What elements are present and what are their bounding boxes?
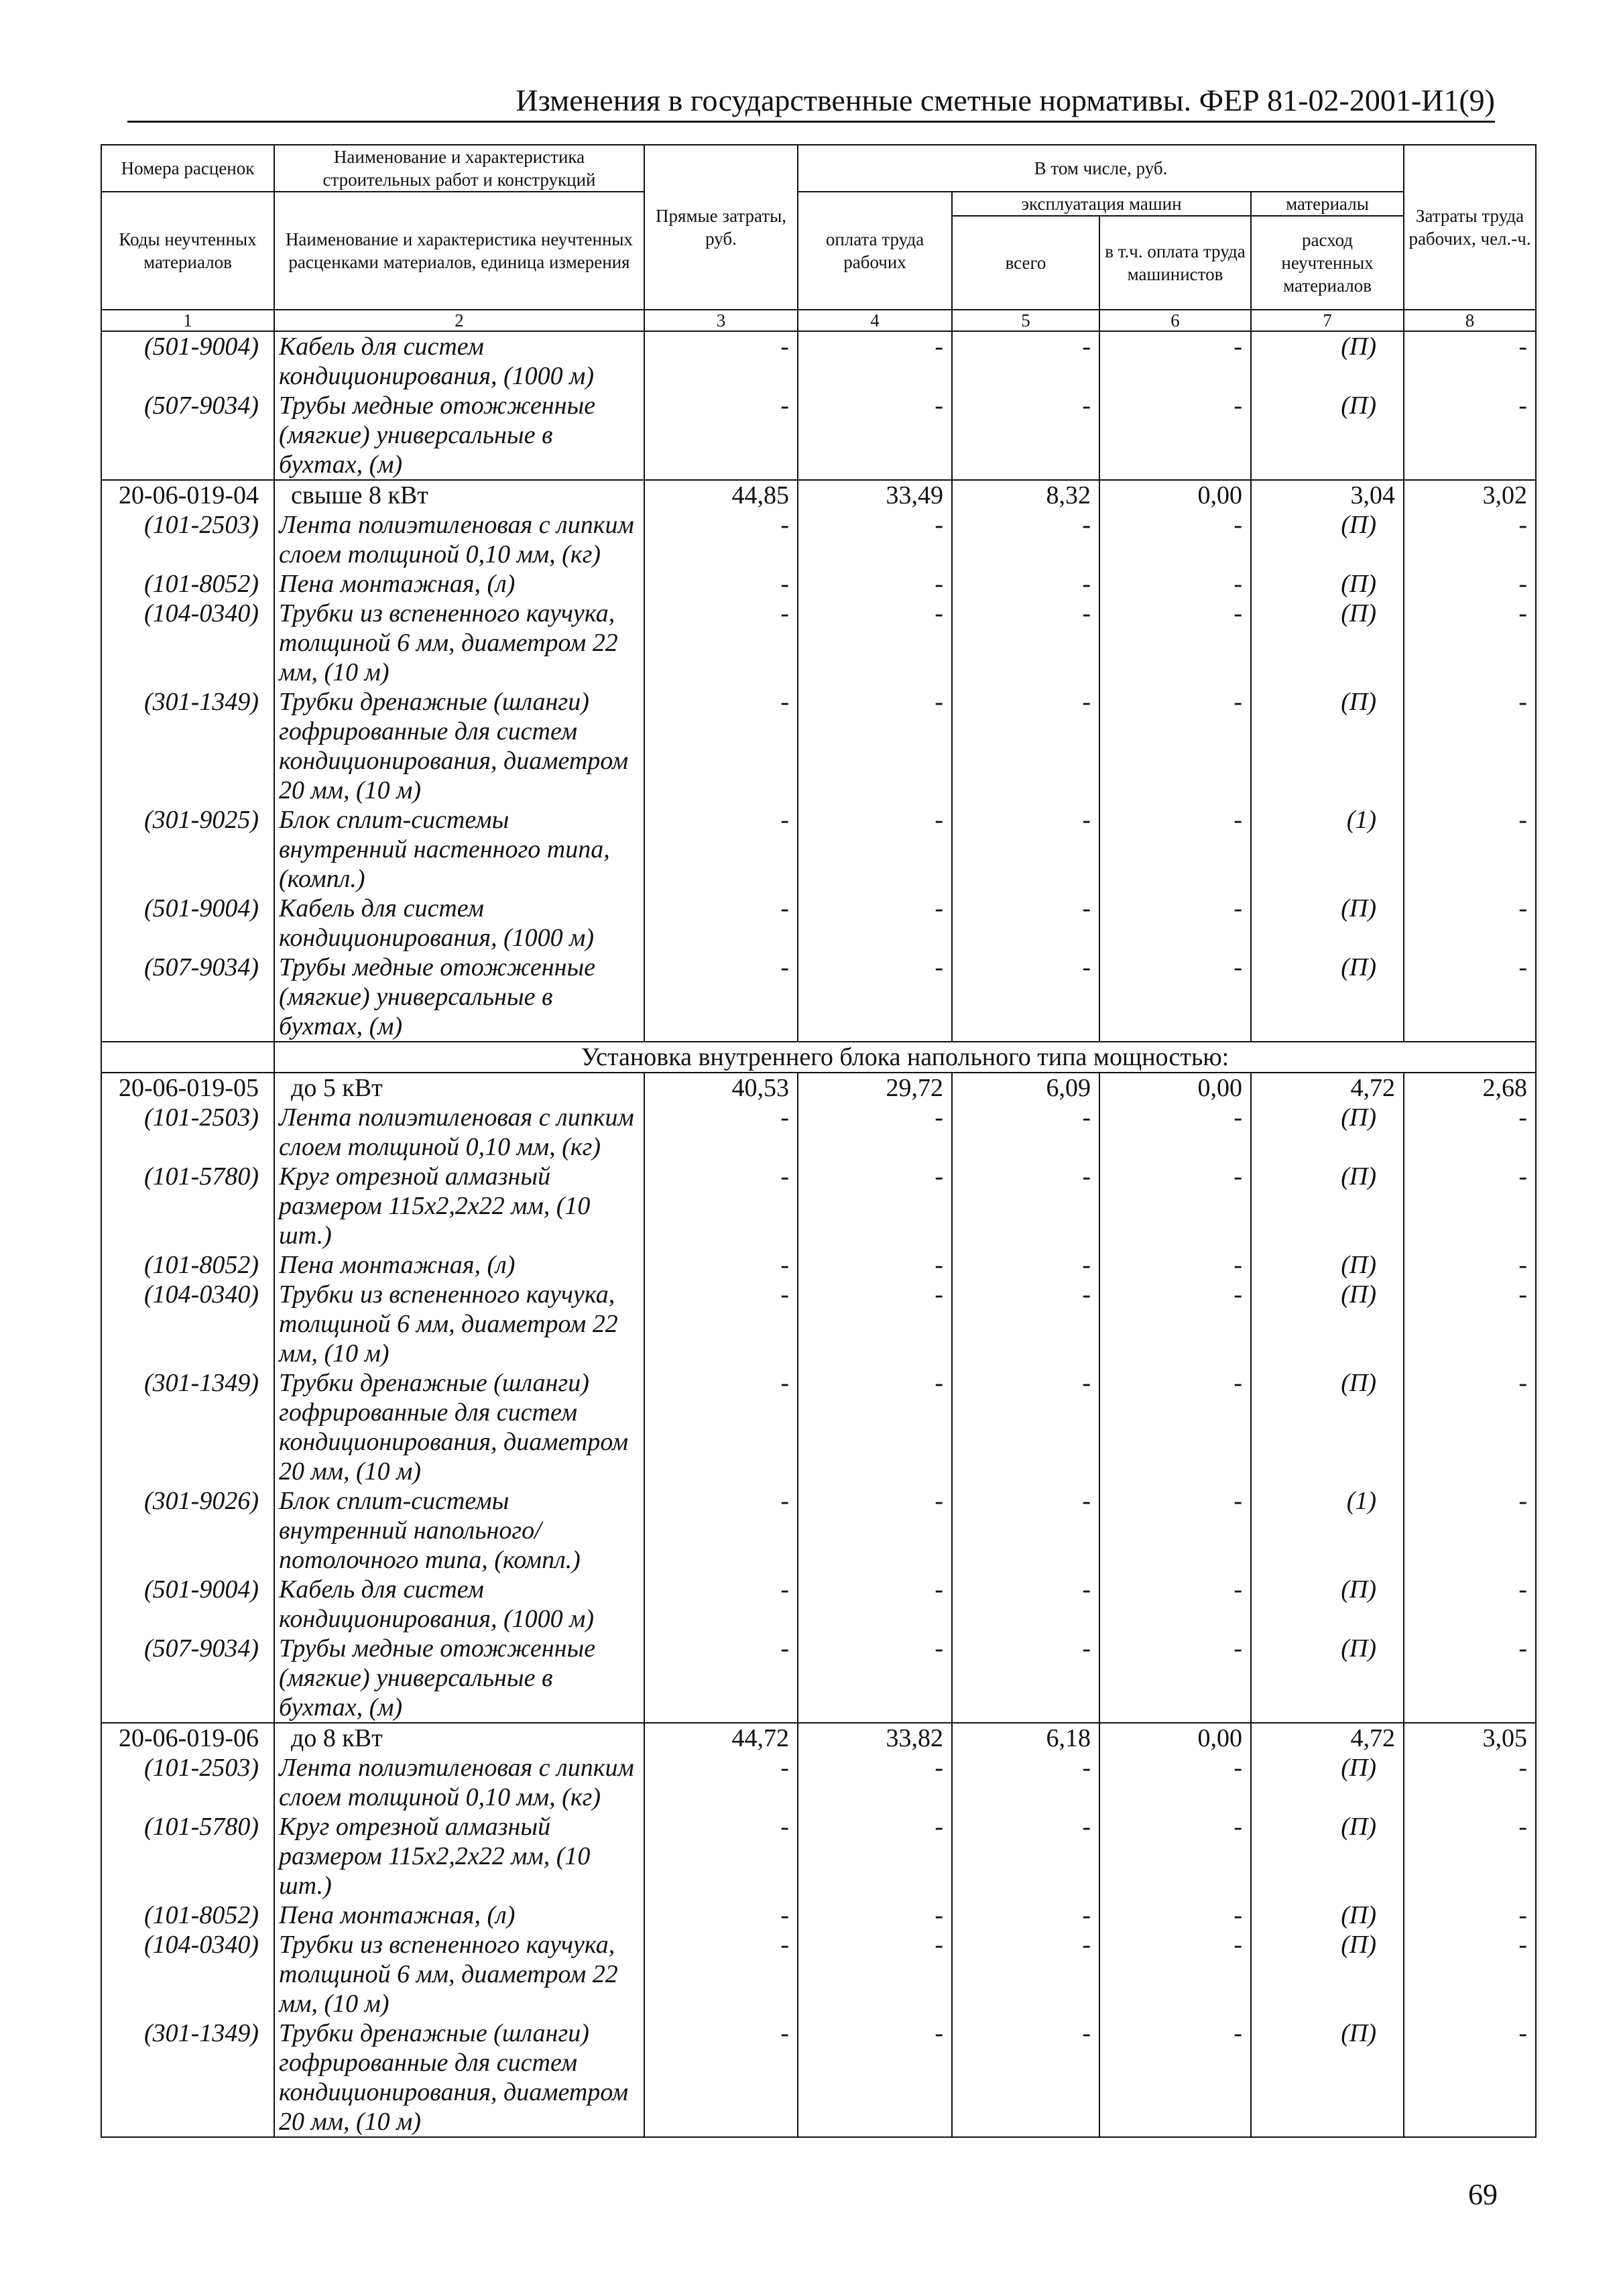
code-cell: (301-1349)	[101, 687, 274, 805]
machinist-pay-cell: -	[1099, 1368, 1251, 1486]
materials-cell: 4,72	[1251, 1073, 1404, 1103]
rate-row	[101, 1723, 1536, 1753]
rate-row	[101, 1073, 1536, 1103]
labor-hours-cell: -	[1404, 1103, 1536, 1162]
code-cell: 20-06-019-05	[101, 1073, 274, 1103]
name-cell: Кабель для систем кондиционирования, (1000 м)	[274, 1575, 644, 1634]
labor-hours-cell: -	[1404, 1162, 1536, 1250]
material-row	[101, 1930, 1536, 2018]
machines-total-cell: 8,32	[952, 480, 1099, 510]
labor-hours-cell: -	[1404, 510, 1536, 569]
machinist-pay-cell: -	[1099, 1486, 1251, 1575]
name-cell: Блок сплит-системы внутренний настенного типа, (компл.)	[274, 805, 644, 894]
code-cell: (501-9004)	[101, 331, 274, 391]
labor-pay-cell: -	[798, 1812, 952, 1900]
labor-pay-cell: -	[798, 805, 952, 894]
machinist-pay-cell: -	[1099, 1162, 1251, 1250]
code-cell: (507-9034)	[101, 1634, 274, 1723]
column-number: 7	[1251, 310, 1404, 331]
group-header: В том числе, руб.	[798, 145, 1404, 192]
labor-pay-cell: -	[798, 510, 952, 569]
name-cell: до 5 кВт	[274, 1073, 644, 1103]
material-row	[101, 1162, 1536, 1250]
materials-cell: (П)	[1251, 1812, 1404, 1900]
labor-hours-cell: -	[1404, 599, 1536, 687]
materials-cell: (П)	[1251, 894, 1404, 953]
labor-hours-cell: -	[1404, 2018, 1536, 2137]
labor-pay-cell: 29,72	[798, 1073, 952, 1103]
direct-cost-cell: -	[644, 1280, 798, 1368]
machinist-pay-cell: 0,00	[1099, 480, 1251, 510]
labor-pay-cell: -	[798, 1930, 952, 2018]
direct-cost-cell: -	[644, 805, 798, 894]
labor-pay-cell: -	[798, 569, 952, 599]
labor-hours-cell: -	[1404, 687, 1536, 805]
machines-total-cell: -	[952, 599, 1099, 687]
machines-total-cell: -	[952, 1812, 1099, 1900]
labor-pay-cell: -	[798, 1900, 952, 1930]
labor-hours-cell: -	[1404, 331, 1536, 391]
machines-total-cell: 6,18	[952, 1723, 1099, 1753]
section-code-cell	[101, 1042, 274, 1073]
direct-cost-cell: -	[644, 331, 798, 391]
labor-hours-cell: -	[1404, 953, 1536, 1042]
table-body	[101, 331, 1536, 2137]
labor-pay-cell: -	[798, 1280, 952, 1368]
machines-total-cell: -	[952, 1486, 1099, 1575]
name-cell: Трубы медные отожженные (мягкие) универсальные в бухтах, (м)	[274, 953, 644, 1042]
code-cell: (104-0340)	[101, 1280, 274, 1368]
code-cell: (301-1349)	[101, 1368, 274, 1486]
material-row	[101, 687, 1536, 805]
col1-top-header: Номера расценок	[101, 145, 274, 192]
column-number: 8	[1404, 310, 1536, 331]
labor-hours-cell: -	[1404, 1486, 1536, 1575]
name-cell: Блок сплит-системы внутренний напольного/потолочного типа, (компл.)	[274, 1486, 644, 1575]
direct-cost-cell: -	[644, 953, 798, 1042]
material-row	[101, 1250, 1536, 1280]
direct-cost-cell: 40,53	[644, 1073, 798, 1103]
direct-cost-cell: -	[644, 1250, 798, 1280]
materials-cell: (1)	[1251, 805, 1404, 894]
materials-cell: (П)	[1251, 1930, 1404, 2018]
code-cell: (101-5780)	[101, 1812, 274, 1900]
code-cell: (101-8052)	[101, 1900, 274, 1930]
machines-total-cell: -	[952, 1250, 1099, 1280]
machinist-pay-cell: -	[1099, 1575, 1251, 1634]
direct-cost-cell: -	[644, 1486, 798, 1575]
name-cell: Лента полиэтиленовая с липким слоем толщиной 0,10 мм, (кг)	[274, 1753, 644, 1812]
name-cell: свыше 8 кВт	[274, 480, 644, 510]
machines-total-cell: -	[952, 894, 1099, 953]
labor-pay-cell: -	[798, 1634, 952, 1723]
materials-cell: 4,72	[1251, 1723, 1404, 1753]
code-cell: (101-2503)	[101, 1103, 274, 1162]
name-cell: Кабель для систем кондиционирования, (1000 м)	[274, 331, 644, 391]
labor-pay-cell: 33,82	[798, 1723, 952, 1753]
name-cell: Пена монтажная, (л)	[274, 1900, 644, 1930]
machines-total-cell: -	[952, 1368, 1099, 1486]
name-cell: Трубки из вспененного каучука, толщиной 6 мм, диаметром 22 мм, (10 м)	[274, 1280, 644, 1368]
machines-total-cell: 6,09	[952, 1073, 1099, 1103]
materials-cell: (П)	[1251, 391, 1404, 480]
direct-cost-cell: -	[644, 1162, 798, 1250]
materials-header: материалы	[1251, 192, 1404, 216]
section-title: Установка внутреннего блока напольного типа мощностью:	[274, 1042, 1536, 1073]
materials-cell: (П)	[1251, 1280, 1404, 1368]
labor-hours-cell: -	[1404, 1368, 1536, 1486]
materials-cell: 3,04	[1251, 480, 1404, 510]
machines-total-cell: -	[952, 805, 1099, 894]
labor-pay-cell: -	[798, 391, 952, 480]
labor-hours-cell: -	[1404, 1900, 1536, 1930]
direct-cost-cell: -	[644, 599, 798, 687]
direct-cost-cell: 44,85	[644, 480, 798, 510]
material-row	[101, 1103, 1536, 1162]
labor-hours-cell: -	[1404, 1634, 1536, 1723]
direct-cost-cell: -	[644, 2018, 798, 2137]
machines-total-cell: -	[952, 1930, 1099, 2018]
machines-total-cell: -	[952, 510, 1099, 569]
code-cell: (501-9004)	[101, 1575, 274, 1634]
materials-cell: (П)	[1251, 1250, 1404, 1280]
column-number: 3	[644, 310, 798, 331]
column-number: 2	[274, 310, 644, 331]
materials-cell: (П)	[1251, 1753, 1404, 1812]
material-row	[101, 1280, 1536, 1368]
labor-hours-cell: 3,05	[1404, 1723, 1536, 1753]
materials-cell: (П)	[1251, 1162, 1404, 1250]
machines-total-cell: -	[952, 953, 1099, 1042]
machines-header: эксплуатация машин	[952, 192, 1251, 216]
name-cell: Трубы медные отожженные (мягкие) универсальные в бухтах, (м)	[274, 391, 644, 480]
machinist-pay-cell: 0,00	[1099, 1723, 1251, 1753]
direct-cost-cell: -	[644, 1368, 798, 1486]
machines-total-cell: -	[952, 1162, 1099, 1250]
name-cell: Лента полиэтиленовая с липким слоем толщиной 0,10 мм, (кг)	[274, 510, 644, 569]
code-cell: (101-5780)	[101, 1162, 274, 1250]
name-cell: Круг отрезной алмазный размером 115х2,2х22 мм, (10 шт.)	[274, 1812, 644, 1900]
name-cell: Лента полиэтиленовая с липким слоем толщиной 0,10 мм, (кг)	[274, 1103, 644, 1162]
labor-hours-cell: -	[1404, 1250, 1536, 1280]
name-cell: Трубки из вспененного каучука, толщиной 6 мм, диаметром 22 мм, (10 м)	[274, 1930, 644, 2018]
material-row	[101, 1634, 1536, 1723]
direct-cost-cell: -	[644, 1900, 798, 1930]
labor-hours-cell: 2,68	[1404, 1073, 1536, 1103]
machines-total-cell: -	[952, 1103, 1099, 1162]
direct-cost-cell: -	[644, 569, 798, 599]
labor-hours-cell: -	[1404, 391, 1536, 480]
name-cell: Пена монтажная, (л)	[274, 1250, 644, 1280]
material-row	[101, 331, 1536, 391]
machinist-pay-cell: -	[1099, 1930, 1251, 2018]
machinist-pay-cell: -	[1099, 599, 1251, 687]
material-row	[101, 805, 1536, 894]
material-row	[101, 569, 1536, 599]
machinist-pay-cell: -	[1099, 1280, 1251, 1368]
direct-cost-cell: -	[644, 687, 798, 805]
labor-hours-cell: -	[1404, 1280, 1536, 1368]
direct-cost-cell: -	[644, 1930, 798, 2018]
direct-cost-cell: 44,72	[644, 1723, 798, 1753]
direct-cost-cell: -	[644, 510, 798, 569]
col3-header: Прямые затраты, руб.	[644, 145, 798, 310]
machines-total-cell: -	[952, 391, 1099, 480]
material-row	[101, 391, 1536, 480]
materials-cell: (П)	[1251, 331, 1404, 391]
materials-cell: (П)	[1251, 599, 1404, 687]
code-cell: (101-2503)	[101, 510, 274, 569]
labor-pay-cell: -	[798, 1103, 952, 1162]
col6-header: в т.ч. оплата труда машинистов	[1099, 216, 1251, 310]
labor-hours-cell: -	[1404, 805, 1536, 894]
machinist-pay-cell: -	[1099, 1634, 1251, 1723]
name-cell: Трубки дренажные (шланги) гофрированные для систем кондиционирования, диаметром 20 мм, (10 м)	[274, 1368, 644, 1486]
materials-cell: (П)	[1251, 1368, 1404, 1486]
material-row	[101, 1486, 1536, 1575]
material-row	[101, 2018, 1536, 2137]
name-cell: Трубки дренажные (шланги) гофрированные для систем кондиционирования, диаметром 20 мм, (10 м)	[274, 2018, 644, 2137]
labor-hours-cell: -	[1404, 569, 1536, 599]
material-row	[101, 1812, 1536, 1900]
materials-cell: (1)	[1251, 1486, 1404, 1575]
name-cell: Кабель для систем кондиционирования, (1000 м)	[274, 894, 644, 953]
code-cell: 20-06-019-04	[101, 480, 274, 510]
code-cell: (104-0340)	[101, 1930, 274, 2018]
direct-cost-cell: -	[644, 1634, 798, 1723]
materials-cell: (П)	[1251, 687, 1404, 805]
name-cell: Круг отрезной алмазный размером 115х2,2х22 мм, (10 шт.)	[274, 1162, 644, 1250]
machinist-pay-cell: -	[1099, 1900, 1251, 1930]
labor-pay-cell: -	[798, 1753, 952, 1812]
labor-pay-cell: -	[798, 1162, 952, 1250]
material-row	[101, 894, 1536, 953]
code-cell: (301-9026)	[101, 1486, 274, 1575]
machinist-pay-cell: -	[1099, 894, 1251, 953]
col2-top-header: Наименование и характеристика строительных работ и конструкций	[274, 145, 644, 192]
materials-cell: (П)	[1251, 569, 1404, 599]
material-row	[101, 1575, 1536, 1634]
col1-bottom-header: Коды неучтенных материалов	[101, 192, 274, 310]
machines-total-cell: -	[952, 2018, 1099, 2137]
col4-header: оплата труда рабочих	[798, 192, 952, 310]
labor-hours-cell: -	[1404, 1753, 1536, 1812]
direct-cost-cell: -	[644, 1812, 798, 1900]
col2-bottom-header: Наименование и характеристика неучтенных расценками материалов, единица измерения	[274, 192, 644, 310]
code-cell: 20-06-019-06	[101, 1723, 274, 1753]
labor-pay-cell: -	[798, 2018, 952, 2137]
code-cell: (101-8052)	[101, 569, 274, 599]
labor-pay-cell: 33,49	[798, 480, 952, 510]
code-cell: (301-1349)	[101, 2018, 274, 2137]
machinist-pay-cell: -	[1099, 1753, 1251, 1812]
page-header	[127, 82, 1495, 123]
labor-hours-cell: -	[1404, 1575, 1536, 1634]
page-number: 69	[1468, 2178, 1498, 2211]
materials-cell: (П)	[1251, 1103, 1404, 1162]
norm-table	[101, 144, 1537, 2138]
labor-pay-cell: -	[798, 331, 952, 391]
direct-cost-cell: -	[644, 1753, 798, 1812]
code-cell: (507-9034)	[101, 953, 274, 1042]
direct-cost-cell: -	[644, 894, 798, 953]
direct-cost-cell: -	[644, 391, 798, 480]
direct-cost-cell: -	[644, 1575, 798, 1634]
section-row	[101, 1042, 1536, 1073]
code-cell: (101-2503)	[101, 1753, 274, 1812]
labor-hours-cell: -	[1404, 1930, 1536, 2018]
labor-hours-cell: -	[1404, 1812, 1536, 1900]
labor-hours-cell: 3,02	[1404, 480, 1536, 510]
col7-header: расход неучтенных материалов	[1251, 216, 1404, 310]
name-cell: Трубки из вспененного каучука, толщиной 6 мм, диаметром 22 мм, (10 м)	[274, 599, 644, 687]
material-row	[101, 510, 1536, 569]
materials-cell: (П)	[1251, 1900, 1404, 1930]
labor-pay-cell: -	[798, 1575, 952, 1634]
machinist-pay-cell: -	[1099, 1103, 1251, 1162]
machinist-pay-cell: -	[1099, 1250, 1251, 1280]
machines-total-cell: -	[952, 687, 1099, 805]
code-cell: (104-0340)	[101, 599, 274, 687]
name-cell: Трубы медные отожженные (мягкие) универсальные в бухтах, (м)	[274, 1634, 644, 1723]
labor-pay-cell: -	[798, 687, 952, 805]
column-numbers-row	[101, 310, 1536, 331]
materials-cell: (П)	[1251, 1575, 1404, 1634]
labor-pay-cell: -	[798, 599, 952, 687]
col5-header: всего	[952, 216, 1099, 310]
labor-pay-cell: -	[798, 894, 952, 953]
direct-cost-cell: -	[644, 1103, 798, 1162]
machinist-pay-cell: -	[1099, 391, 1251, 480]
code-cell: (101-8052)	[101, 1250, 274, 1280]
code-cell: (501-9004)	[101, 894, 274, 953]
machines-total-cell: -	[952, 1634, 1099, 1723]
column-number: 6	[1099, 310, 1251, 331]
materials-cell: (П)	[1251, 1634, 1404, 1723]
materials-cell: (П)	[1251, 510, 1404, 569]
col8-header: Затраты труда рабочих, чел.-ч.	[1404, 145, 1536, 310]
name-cell: Трубки дренажные (шланги) гофрированные для систем кондиционирования, диаметром 20 мм, (10 м)	[274, 687, 644, 805]
machines-total-cell: -	[952, 1575, 1099, 1634]
labor-pay-cell: -	[798, 953, 952, 1042]
machinist-pay-cell: -	[1099, 805, 1251, 894]
materials-cell: (П)	[1251, 2018, 1404, 2137]
machines-total-cell: -	[952, 331, 1099, 391]
name-cell: Пена монтажная, (л)	[274, 569, 644, 599]
material-row	[101, 1900, 1536, 1930]
labor-hours-cell: -	[1404, 894, 1536, 953]
material-row	[101, 599, 1536, 687]
machinist-pay-cell: -	[1099, 2018, 1251, 2137]
rate-row	[101, 480, 1536, 510]
column-number: 4	[798, 310, 952, 331]
column-number: 5	[952, 310, 1099, 331]
material-row	[101, 1368, 1536, 1486]
name-cell: до 8 кВт	[274, 1723, 644, 1753]
machinist-pay-cell: -	[1099, 687, 1251, 805]
material-row	[101, 953, 1536, 1042]
labor-pay-cell: -	[798, 1486, 952, 1575]
machines-total-cell: -	[952, 1900, 1099, 1930]
table-header	[101, 145, 1536, 331]
code-cell: (301-9025)	[101, 805, 274, 894]
machines-total-cell: -	[952, 1753, 1099, 1812]
labor-pay-cell: -	[798, 1368, 952, 1486]
code-cell: (507-9034)	[101, 391, 274, 480]
machinist-pay-cell: -	[1099, 510, 1251, 569]
machinist-pay-cell: -	[1099, 1812, 1251, 1900]
header-title: Изменения в государственные сметные нормативы. ФЕР 81-02-2001-И1(9)	[516, 83, 1495, 117]
machinist-pay-cell: -	[1099, 331, 1251, 391]
column-number: 1	[101, 310, 274, 331]
machinist-pay-cell: -	[1099, 569, 1251, 599]
machines-total-cell: -	[952, 569, 1099, 599]
machinist-pay-cell: -	[1099, 953, 1251, 1042]
machines-total-cell: -	[952, 1280, 1099, 1368]
machinist-pay-cell: 0,00	[1099, 1073, 1251, 1103]
materials-cell: (П)	[1251, 953, 1404, 1042]
material-row	[101, 1753, 1536, 1812]
labor-pay-cell: -	[798, 1250, 952, 1280]
